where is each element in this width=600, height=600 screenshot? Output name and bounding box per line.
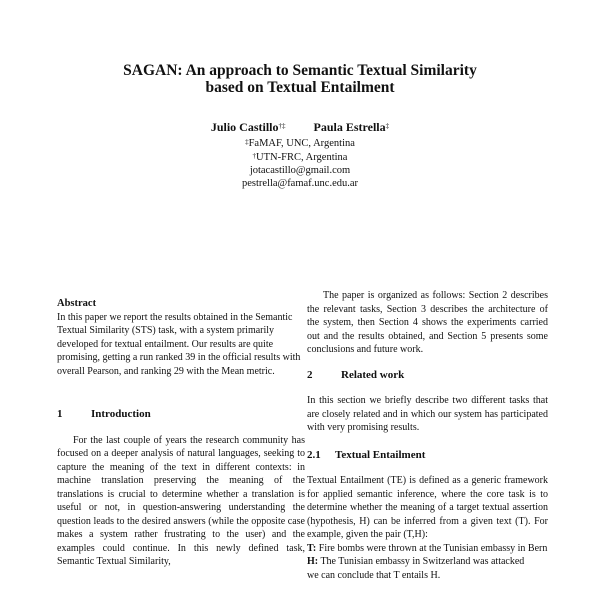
affiliation-text: FaMAF, UNC, Argentina bbox=[248, 138, 355, 149]
title-line-1: SAGAN: An approach to Semantic Textual Similarity bbox=[123, 62, 477, 79]
section-number: 2 bbox=[307, 368, 313, 381]
example-text: Fire bombs were thrown at the Tunisian embassy in Bern bbox=[318, 542, 548, 554]
author-email: pestrella@famaf.unc.edu.ar bbox=[241, 178, 359, 189]
section-title: Related work bbox=[341, 368, 405, 381]
subsection-number: 2.1 bbox=[307, 448, 321, 461]
title-line-2: based on Textual Entailment bbox=[205, 79, 395, 96]
example-label: T: bbox=[307, 542, 317, 554]
section-heading bbox=[57, 408, 305, 422]
example-hypothesis: The Tunisian embassy in Switzerland was attacked bbox=[320, 556, 525, 567]
organization-paragraph: The paper is organized as follows: Section 2 describes the relevant tasks, Section 3 describes the architecture of the system, then Section 4 shows the experiments carried out and the results obtained, and Section 5 presents some conclusions and future work. bbox=[307, 290, 548, 355]
left-column bbox=[57, 297, 305, 569]
right-column bbox=[307, 289, 548, 582]
example-text-line bbox=[307, 542, 548, 556]
section-number: 1 bbox=[57, 408, 63, 420]
example-conclusion: we can conclude that T entails H. bbox=[307, 569, 441, 581]
subsection-heading bbox=[307, 449, 548, 463]
introduction-paragraph: For the last couple of years the research community has focused on a deeper analysis of natural languages, seeking to capture the meaning of the text in different contexts: in machine translation preserving the meaning of the translations is crucial to determine whether a translation is useful or not, in question-answering understanding the question leads to the desired answers (while the opposite case makes a system rather frustrating to the user) and the examples could continue. In this newly defined task, Semantic Textual Similarity, bbox=[57, 434, 305, 567]
author-email: jotacastillo@gmail.com bbox=[249, 165, 351, 176]
abstract-text: In this paper we report the results obtained in the Semantic Textual Similarity (STS) task, with a system primarily developed for textual entailment. Our results are quite promising, getting a run ranked 39 in the official results with overall Pearson, and ranking 29 with the Mean metric. bbox=[57, 311, 301, 377]
paper-title bbox=[0, 62, 600, 96]
subsection-title: Textual Entailment bbox=[335, 448, 426, 461]
section-heading bbox=[307, 369, 548, 383]
related-work-paragraph: In this section we briefly describe two different tasks that are closely related and in which our system has participated with very promising results. bbox=[307, 395, 548, 433]
author-name: Paula Estrella bbox=[313, 120, 386, 134]
abstract-heading: Abstract bbox=[57, 298, 97, 309]
affiliation-text: UTN-FRC, Argentina bbox=[256, 152, 348, 163]
affiliation-mark: † bbox=[252, 152, 257, 160]
textual-entailment-paragraph: Textual Entailment (TE) is defined as a generic framework for applied semantic inference, where the core task is to determine whether the meaning of a target textual assertion (hypothesis, H) can be inferred from a given text (T). For example, given the pair (T,H): bbox=[307, 475, 548, 540]
affiliation bbox=[0, 151, 600, 164]
affiliation bbox=[0, 137, 600, 150]
example-label: H: bbox=[307, 556, 319, 567]
example-hypothesis-line bbox=[307, 555, 548, 569]
author-affiliation-mark: ‡ bbox=[385, 122, 390, 130]
author-name: Julio Castillo bbox=[210, 120, 279, 134]
section-title: Introduction bbox=[91, 408, 151, 420]
affiliation-mark: ‡ bbox=[245, 138, 249, 146]
author-list bbox=[0, 120, 600, 134]
author-affiliation-mark: †‡ bbox=[278, 122, 286, 130]
